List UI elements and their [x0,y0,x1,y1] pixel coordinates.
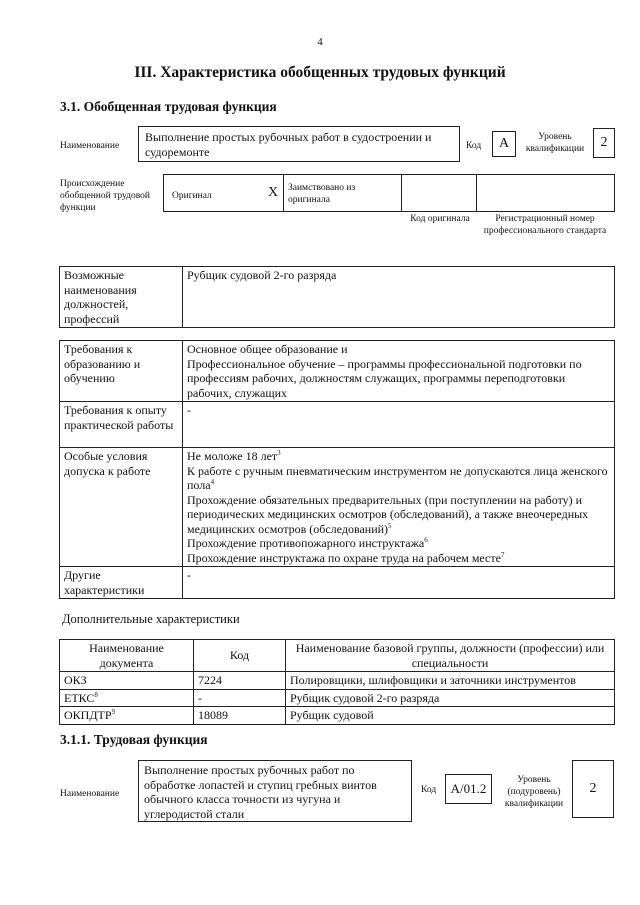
tf-name-value: Выполнение простых рубочных работ по обработке лопастей и ступиц гребных винтов обычного класса точности из чугуна и углеродистой стали [138,760,412,822]
origin-divider [401,175,402,211]
tf-heading: 3.1.1. Трудовая функция [60,732,208,747]
gtf-code-label: Код [466,141,482,151]
positions-table [59,266,615,328]
experience-label: Требования к опыту практической работы [60,402,183,448]
reg-number-caption: Регистрационный номер профессионального стандарта [483,214,607,236]
other-label: Другие характеристики [60,567,183,599]
doc-group: Полировщики, шлифовщики и заточники инструментов [286,672,615,690]
education-label: Требования к образованию и обучению [60,341,183,402]
table-row: ЕТКС$^8$ - Рубщик судовой 2-го разряда [60,689,615,707]
table-row [60,672,615,690]
education-value [183,341,615,402]
tf-name-label: Наименование [60,789,120,799]
special-value [183,448,615,567]
experience-value: - [183,402,615,448]
borrowed-label: Заимствовано из оригинала [288,183,356,205]
special-line: Прохождение обязательных предварительных (при поступлении на работу) и периодических медицинских осмотров (обследований), а также внеочередных медицинских осмотров (обследований)$^5$ [187,492,589,536]
positions-label: Возможные наименования должностей, профессий [60,267,183,328]
doc-code: 7224 [194,672,286,690]
origin-divider [283,175,284,211]
special-line: К работе с ручным пневматическим инструментом не допускаются лица женского пола$^4$ [187,463,608,492]
tf-level-value: 2 [572,760,614,818]
special-line: Прохождение инструктажа по охране труда на рабочем месте$^7$ [187,550,505,565]
additional-header: Код [194,640,286,672]
additional-table [59,639,615,725]
requirements-table [59,340,615,599]
additional-header: Наименование документа [60,640,194,672]
special-line: Прохождение противопожарного инструктажа$^6$ [187,536,428,550]
doc-group: Рубщик судовой [286,707,615,725]
doc-name: ЕТКС [64,690,95,705]
page-number: 4 [317,36,323,48]
origin-code-caption: Код оригинала [410,214,470,224]
additional-heading: Дополнительные характеристики [62,612,240,626]
gtf-heading: 3.1. Обобщенная трудовая функция [60,99,277,114]
doc-group: Рубщик судовой 2-го разряда [286,689,615,707]
gtf-code-value: A [492,131,516,157]
gtf-origin-label: Происхождение обобщенной трудовой функции [60,179,150,213]
special-label: Особые условия допуска к работе [60,448,183,567]
education-line: Профессиональное обучение – программы профессиональной подготовки по профессиям рабочих, должностям служащих, программы переподготовки рабочих, служащих [187,356,582,400]
gtf-name-label: Наименование [60,141,120,151]
doc-name: ОКПДТР [64,708,112,722]
gtf-level-value: 2 [593,128,615,158]
origin-table [163,174,615,212]
doc-name: ОКЗ [64,673,87,687]
tf-code-value: A/01.2 [445,774,492,804]
table-row: ОКПДТР$^9$ 18089 Рубщик судовой [60,707,615,725]
original-label: Оригинал [172,191,212,201]
special-line: Не моложе 18 лет$^3$ [187,449,281,463]
additional-header: Наименование базовой группы, должности (профессии) или специальности [286,640,615,672]
origin-divider [476,175,477,211]
gtf-level-label: Уровень квалификации [525,132,585,154]
section-title: III. Характеристика обобщенных трудовых функций [134,64,506,81]
doc-code: - [194,689,286,707]
tf-code-label: Код [421,785,437,795]
gtf-name-value: Выполнение простых рубочных работ в судостроении и судоремонте [138,126,460,162]
education-line: Основное общее образование и [187,342,348,356]
positions-value: Рубщик судовой 2-го разряда [183,267,615,328]
doc-code: 18089 [194,707,286,725]
other-value: - [183,567,615,599]
tf-level-label: Уровень (подуровень) квалификации [504,775,564,809]
original-mark: X [268,185,279,200]
